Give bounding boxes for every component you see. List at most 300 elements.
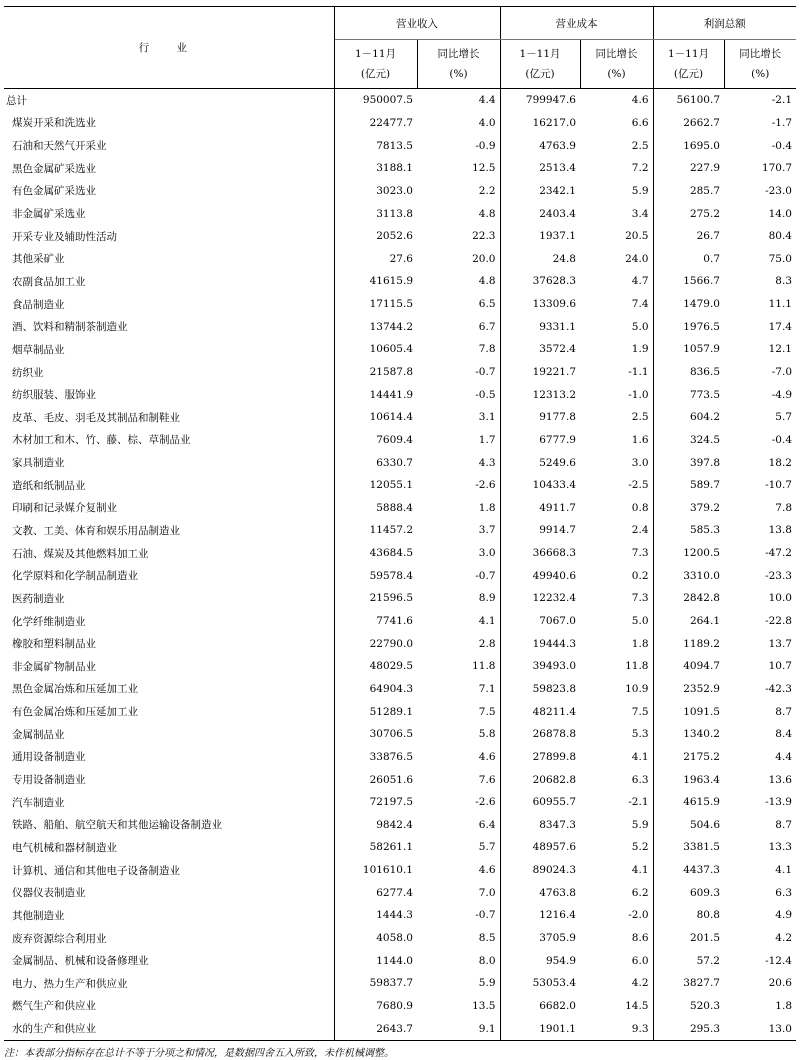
revenue-value-cell: 27.6 [389,252,413,265]
table-header [4,7,796,89]
industry-name-cell: 农副食品加工业 [4,270,334,293]
cost-growth-cell: 20.5 [580,225,653,248]
table-row [4,112,796,135]
profit-value-cell: 2662.7 [683,116,720,129]
cost-growth-header: 同比增长 (%) [580,40,653,89]
profit-value-cell: 201.5 [689,932,720,945]
revenue-growth-cell: 1.8 [417,497,500,520]
table-row [4,247,796,270]
revenue-growth-cell: 20.0 [417,247,500,270]
cost-value-cell: 59823.8 [532,682,576,695]
industry-name-cell: 印刷和记录媒介复制业 [4,497,334,520]
revenue-growth-cell: 6.5 [417,293,500,316]
profit-value-cell: 1479.0 [683,298,720,311]
profit-value-cell: 504.6 [689,818,720,831]
revenue-growth-cell: -0.7 [417,564,500,587]
revenue-value-cell: 72197.5 [369,796,413,809]
cost-value-cell: 4763.9 [539,139,576,152]
profit-value-cell: 2352.9 [683,682,720,695]
profit-growth-cell: 170.7 [761,162,792,175]
profit-value-cell: 520.3 [689,999,720,1012]
table-row [4,315,796,338]
table-row [4,700,796,723]
industry-column-header: 行 业 [4,7,334,89]
profit-growth-cell: 11.1 [768,298,792,311]
industry-name-cell: 酒、饮料和精制茶制造业 [4,315,334,338]
industry-name-cell: 造纸和纸制品业 [4,474,334,497]
revenue-growth-cell: 3.0 [417,542,500,565]
revenue-value-cell: 3113.8 [376,207,413,220]
cost-growth-cell: 7.3 [580,587,653,610]
profit-growth-cell: 8.7 [775,818,792,831]
profit-value-cell: 836.5 [689,366,720,378]
table-body [4,89,796,1041]
profit-value-cell: 264.1 [689,615,720,628]
industry-name-cell: 总计 [4,89,334,112]
cost-value-cell: 2513.4 [539,162,576,175]
profit-value-cell: 1057.9 [683,343,720,356]
industry-name-cell: 皮革、毛皮、羽毛及其制品和制鞋业 [4,406,334,429]
cost-value-cell: 954.9 [545,954,576,967]
table-row [4,564,796,587]
profit-growth-cell: 10.7 [768,660,792,673]
revenue-value-cell: 59578.4 [369,569,413,582]
cost-growth-cell: 7.2 [580,157,653,180]
table-row [4,202,796,225]
industry-name-cell: 电力、热力生产和供应业 [4,972,334,995]
industry-name-cell: 医药制造业 [4,587,334,610]
profit-growth-cell: 20.6 [768,977,792,990]
revenue-growth-cell: 4.6 [417,859,500,882]
profit-value-cell: 3827.7 [683,977,720,990]
table-row [4,542,796,565]
cost-growth-cell: 11.8 [580,655,653,678]
profit-value-cell: 4437.3 [683,864,720,877]
industry-name-cell: 燃气生产和供应业 [4,995,334,1018]
cost-growth-cell: 14.5 [580,995,653,1018]
profit-growth-cell: -10.7 [765,479,792,492]
profit-value-cell: 1695.0 [683,139,720,152]
profit-growth-cell: 75.0 [768,252,792,265]
industry-name-cell: 黑色金属矿采选业 [4,157,334,180]
revenue-growth-cell: 3.1 [417,406,500,429]
cost-growth-cell: 5.0 [580,610,653,633]
revenue-value-cell: 26051.6 [369,773,413,786]
table-row [4,293,796,316]
revenue-value-cell: 6277.4 [376,886,413,899]
profit-value-cell: 1189.2 [683,637,720,650]
revenue-growth-cell: 13.5 [417,995,500,1018]
profit-growth-cell: -2.1 [771,94,792,107]
cost-value-cell: 19221.7 [532,366,576,378]
cost-growth-cell: 0.8 [580,497,653,520]
profit-growth-cell: -12.4 [765,954,792,967]
profit-growth-cell: -23.3 [765,569,792,582]
table-row [4,610,796,633]
industry-name-cell: 文教、工美、体育和娱乐用品制造业 [4,519,334,542]
cost-value-cell: 26878.8 [532,728,576,741]
revenue-value-cell: 17115.5 [369,298,413,311]
profit-value-cell: 80.8 [696,909,720,922]
table-row [4,723,796,746]
revenue-value-cell: 21596.5 [369,592,413,605]
table-row [4,655,796,678]
industry-name-cell: 金属制品、机械和设备修理业 [4,949,334,972]
cost-value-cell: 49940.6 [532,569,576,582]
cost-growth-cell: 10.9 [580,678,653,701]
revenue-value-cell: 4058.0 [376,932,413,945]
table-row [4,768,796,791]
table-row [4,587,796,610]
cost-value-cell: 12313.2 [532,388,576,401]
revenue-growth-cell: -0.9 [417,134,500,157]
profit-value-cell: 604.2 [689,411,720,424]
revenue-value-cell: 12055.1 [369,479,413,492]
revenue-growth-cell: 2.2 [417,180,500,203]
revenue-value-cell: 51289.1 [369,705,413,718]
profit-growth-cell: -7.0 [771,366,792,378]
cost-value-cell: 1216.4 [539,909,576,922]
cost-value-cell: 10433.4 [532,479,576,492]
cost-value-cell: 4763.8 [539,886,576,899]
cost-growth-cell: -2.0 [580,904,653,927]
cost-value-cell: 799947.6 [525,94,576,107]
revenue-value-cell: 2052.6 [376,230,413,243]
profit-growth-cell: 7.8 [775,501,792,514]
table-row [4,361,796,384]
revenue-growth-cell: 4.0 [417,112,500,135]
profit-value-cell: 295.3 [653,1017,724,1040]
cost-value-cell: 1901.1 [500,1017,580,1040]
revenue-value-cell: 58261.1 [369,841,413,854]
profit-growth-cell: 80.4 [768,230,792,243]
profit-growth-cell: 4.1 [775,864,792,877]
profit-growth-cell: 8.4 [775,728,792,741]
industry-name-cell: 纺织服装、服饰业 [4,383,334,406]
revenue-growth-cell: 4.8 [417,202,500,225]
cost-value-cell: 89024.3 [532,864,576,877]
industry-name-cell: 石油、煤炭及其他燃料加工业 [4,542,334,565]
cost-growth-cell: -1.1 [580,361,653,384]
revenue-growth-cell: 2.8 [417,632,500,655]
table-row [4,678,796,701]
table-row [4,383,796,406]
cost-value-cell: 4911.7 [539,501,576,514]
revenue-growth-cell: 8.5 [417,927,500,950]
industry-name-cell: 烟草制品业 [4,338,334,361]
profit-growth-cell: 17.4 [768,320,792,333]
table-row [4,814,796,837]
profit-value-cell: 4094.7 [683,660,720,673]
cost-value-cell: 8347.3 [539,818,576,831]
profit-value-cell: 3381.5 [683,841,720,854]
profit-group-header: 利润总额 [653,7,796,40]
table-row [4,497,796,520]
revenue-growth-cell: 4.3 [417,451,500,474]
revenue-value-cell: 43684.5 [369,547,413,560]
profit-growth-cell: 10.0 [768,592,792,605]
industry-name-cell: 非金属矿采选业 [4,202,334,225]
table-row [4,949,796,972]
revenue-value-cell: 7680.9 [376,999,413,1012]
revenue-value-cell: 11457.2 [369,524,413,537]
profit-value-cell: 1091.5 [683,705,720,718]
profit-value-cell: 275.2 [689,207,720,220]
revenue-growth-cell: 3.7 [417,519,500,542]
revenue-growth-cell: 7.6 [417,768,500,791]
profit-growth-cell: -13.9 [765,796,792,809]
cost-growth-cell: -1.0 [580,383,653,406]
industry-name-cell: 开采专业及辅助性活动 [4,225,334,248]
industry-name-cell: 化学原料和化学制品制造业 [4,564,334,587]
cost-growth-cell: 24.0 [580,247,653,270]
cost-growth-cell: 5.2 [580,836,653,859]
revenue-value-cell: 7741.6 [376,615,413,628]
revenue-value-cell: 41615.9 [369,275,413,288]
profit-growth-cell: 13.6 [768,773,792,786]
cost-group-header: 营业成本 [500,7,653,40]
cost-value-cell: 20682.8 [532,773,576,786]
cost-growth-cell: 9.3 [580,1017,653,1040]
profit-growth-cell: 8.3 [775,275,792,288]
revenue-growth-cell: 5.9 [417,972,500,995]
table-row [4,270,796,293]
total-row [4,89,796,112]
profit-value-cell: 227.9 [689,162,720,175]
table-row [4,859,796,882]
table-row [4,927,796,950]
revenue-growth-cell: 8.0 [417,949,500,972]
cost-value-cell: 1937.1 [539,230,576,243]
revenue-value-cell: 22477.7 [369,116,413,129]
table-row [4,746,796,769]
cost-growth-cell: 4.1 [580,859,653,882]
profit-growth-cell: 14.0 [768,207,792,220]
table-row [4,338,796,361]
revenue-growth-cell: -0.7 [417,904,500,927]
profit-growth-cell: 6.3 [775,886,792,899]
profit-value-cell: 397.8 [689,456,720,469]
profit-value-cell: 324.5 [689,433,720,446]
industry-name-cell: 金属制品业 [4,723,334,746]
industry-name-cell: 铁路、船舶、航空航天和其他运输设备制造业 [4,814,334,837]
cost-growth-cell: 6.6 [580,112,653,135]
revenue-value-cell: 7813.5 [376,139,413,152]
profit-growth-cell: -0.4 [771,433,792,446]
profit-growth-cell: 13.0 [724,1017,796,1040]
revenue-value-cell: 14441.9 [369,388,413,401]
profit-growth-cell: -22.8 [765,615,792,628]
cost-growth-cell: 1.9 [580,338,653,361]
revenue-value-cell: 48029.5 [369,660,413,673]
profit-growth-cell: 5.7 [775,411,792,424]
revenue-value-cell: 5888.4 [376,501,413,514]
revenue-growth-cell: 12.5 [417,157,500,180]
profit-growth-cell: -42.3 [765,682,792,695]
industry-name-cell: 电气机械和器材制造业 [4,836,334,859]
table-row [4,1017,796,1040]
revenue-growth-cell: 5.7 [417,836,500,859]
industry-name-cell: 汽车制造业 [4,791,334,814]
cost-growth-cell: 1.6 [580,429,653,452]
industry-name-cell: 家具制造业 [4,451,334,474]
revenue-growth-cell: -0.7 [417,361,500,384]
industry-name-cell: 石油和天然气开采业 [4,134,334,157]
cost-growth-cell: -2.1 [580,791,653,814]
revenue-growth-cell: 4.4 [417,89,500,112]
revenue-value-cell: 10605.4 [369,343,413,356]
table-row [4,632,796,655]
cost-growth-cell: 4.2 [580,972,653,995]
revenue-growth-cell: 7.0 [417,881,500,904]
cost-value-cell: 24.8 [552,252,576,265]
industry-name-cell: 橡胶和塑料制品业 [4,632,334,655]
cost-value-cell: 48957.6 [532,841,576,854]
revenue-growth-cell: 7.8 [417,338,500,361]
cost-growth-cell: 6.3 [580,768,653,791]
cost-value-cell: 9331.1 [539,320,576,333]
cost-value-cell: 5249.6 [539,456,576,469]
cost-growth-cell: 2.5 [580,134,653,157]
profit-growth-cell: 18.2 [768,456,792,469]
revenue-group-header: 营业收入 [334,7,500,40]
revenue-value-cell: 22790.0 [369,637,413,650]
profit-growth-header: 同比增长 (%) [724,40,796,89]
cost-growth-cell: 5.9 [580,180,653,203]
industry-name-cell: 非金属矿物制品业 [4,655,334,678]
profit-value-header: 1－11月 (亿元) [653,40,724,89]
footnote: 注：本表部分指标存在总计不等于分项之和情况，是数据四舍五入所致，未作机械调整。 [4,1048,394,1059]
profit-value-cell: 1963.4 [683,773,720,786]
cost-growth-cell: 2.4 [580,519,653,542]
table-row [4,429,796,452]
cost-growth-cell: 7.5 [580,700,653,723]
industry-name-cell: 其他采矿业 [4,247,334,270]
cost-growth-cell: 4.6 [580,89,653,112]
industry-name-cell: 煤炭开采和洗选业 [4,112,334,135]
cost-growth-cell: -2.5 [580,474,653,497]
cost-growth-cell: 6.0 [580,949,653,972]
revenue-value-cell: 33876.5 [369,750,413,763]
cost-value-cell: 3705.9 [539,932,576,945]
cost-growth-cell: 5.0 [580,315,653,338]
profit-growth-cell: -23.0 [765,184,792,197]
revenue-value-cell: 30706.5 [369,728,413,741]
cost-value-cell: 39493.0 [532,660,576,673]
cost-value-cell: 48211.4 [532,705,576,718]
cost-value-cell: 36668.3 [532,547,576,560]
revenue-value-header: 1－11月 (亿元) [334,40,417,89]
revenue-growth-cell: 6.4 [417,814,500,837]
cost-value-cell: 27899.8 [532,750,576,763]
industry-name-cell: 其他制造业 [4,904,334,927]
profit-growth-cell: -1.7 [771,116,792,129]
revenue-growth-cell: 5.8 [417,723,500,746]
industry-statistics-table [4,6,796,1041]
cost-value-cell: 6777.9 [539,433,576,446]
profit-value-cell: 57.2 [696,954,720,967]
profit-growth-cell: 4.4 [775,750,792,763]
industry-name-cell: 木材加工和木、竹、藤、棕、草制品业 [4,429,334,452]
revenue-growth-cell: 4.8 [417,270,500,293]
cost-growth-cell: 5.3 [580,723,653,746]
profit-value-cell: 1340.2 [683,728,720,741]
industry-name-cell: 水的生产和供应业 [4,1017,334,1040]
cost-value-cell: 7067.0 [539,615,576,628]
cost-value-cell: 6682.0 [539,999,576,1012]
revenue-growth-cell: 11.8 [417,655,500,678]
revenue-value-cell: 101610.1 [362,864,413,877]
revenue-growth-cell: 6.7 [417,315,500,338]
cost-value-cell: 37628.3 [532,275,576,288]
industry-name-cell: 计算机、通信和其他电子设备制造业 [4,859,334,882]
profit-growth-cell: -4.9 [771,388,792,401]
table-row [4,134,796,157]
profit-value-cell: 56100.7 [676,94,720,107]
revenue-value-cell: 1144.0 [376,954,413,967]
cost-growth-cell: 3.4 [580,202,653,225]
profit-value-cell: 2175.2 [683,750,720,763]
table-row [4,157,796,180]
revenue-value-cell: 7609.4 [376,433,413,446]
industry-name-cell: 仪器仪表制造业 [4,881,334,904]
revenue-value-cell: 2643.7 [334,1017,417,1040]
cost-growth-cell: 4.1 [580,746,653,769]
cost-value-header: 1－11月 (亿元) [500,40,580,89]
table-row [4,180,796,203]
industry-name-cell: 有色金属矿采选业 [4,180,334,203]
revenue-growth-cell: 4.1 [417,610,500,633]
revenue-value-cell: 6330.7 [376,456,413,469]
revenue-value-cell: 64904.3 [369,682,413,695]
table-row [4,225,796,248]
cost-value-cell: 9177.8 [539,411,576,424]
cost-growth-cell: 5.9 [580,814,653,837]
cost-growth-cell: 6.2 [580,881,653,904]
revenue-value-cell: 13744.2 [369,320,413,333]
revenue-value-cell: 3023.0 [376,184,413,197]
revenue-growth-cell: 8.9 [417,587,500,610]
cost-value-cell: 9914.7 [539,524,576,537]
profit-growth-cell: 12.1 [768,343,792,356]
table-row [4,995,796,1018]
cost-value-cell: 16217.0 [532,116,576,129]
cost-growth-cell: 7.3 [580,542,653,565]
profit-growth-cell: -47.2 [765,547,792,560]
profit-value-cell: 773.5 [689,388,720,401]
cost-value-cell: 2403.4 [539,207,576,220]
industry-name-cell: 化学纤维制造业 [4,610,334,633]
cost-value-cell: 19444.3 [532,637,576,650]
revenue-growth-cell: 7.5 [417,700,500,723]
revenue-growth-header: 同比增长 (%) [417,40,500,89]
industry-name-cell: 黑色金属冶炼和压延加工业 [4,678,334,701]
profit-value-cell: 589.7 [689,479,720,492]
statistics-table-container [4,6,796,1041]
table-row [4,519,796,542]
cost-value-cell: 13309.6 [532,298,576,311]
table-row [4,474,796,497]
revenue-value-cell: 3188.1 [376,162,413,175]
profit-value-cell: 3310.0 [683,569,720,582]
profit-growth-cell: 4.2 [775,932,792,945]
revenue-growth-cell: 4.6 [417,746,500,769]
revenue-growth-cell: -0.5 [417,383,500,406]
cost-growth-cell: 2.5 [580,406,653,429]
revenue-growth-cell: 22.3 [417,225,500,248]
profit-value-cell: 2842.8 [683,592,720,605]
cost-growth-cell: 1.8 [580,632,653,655]
